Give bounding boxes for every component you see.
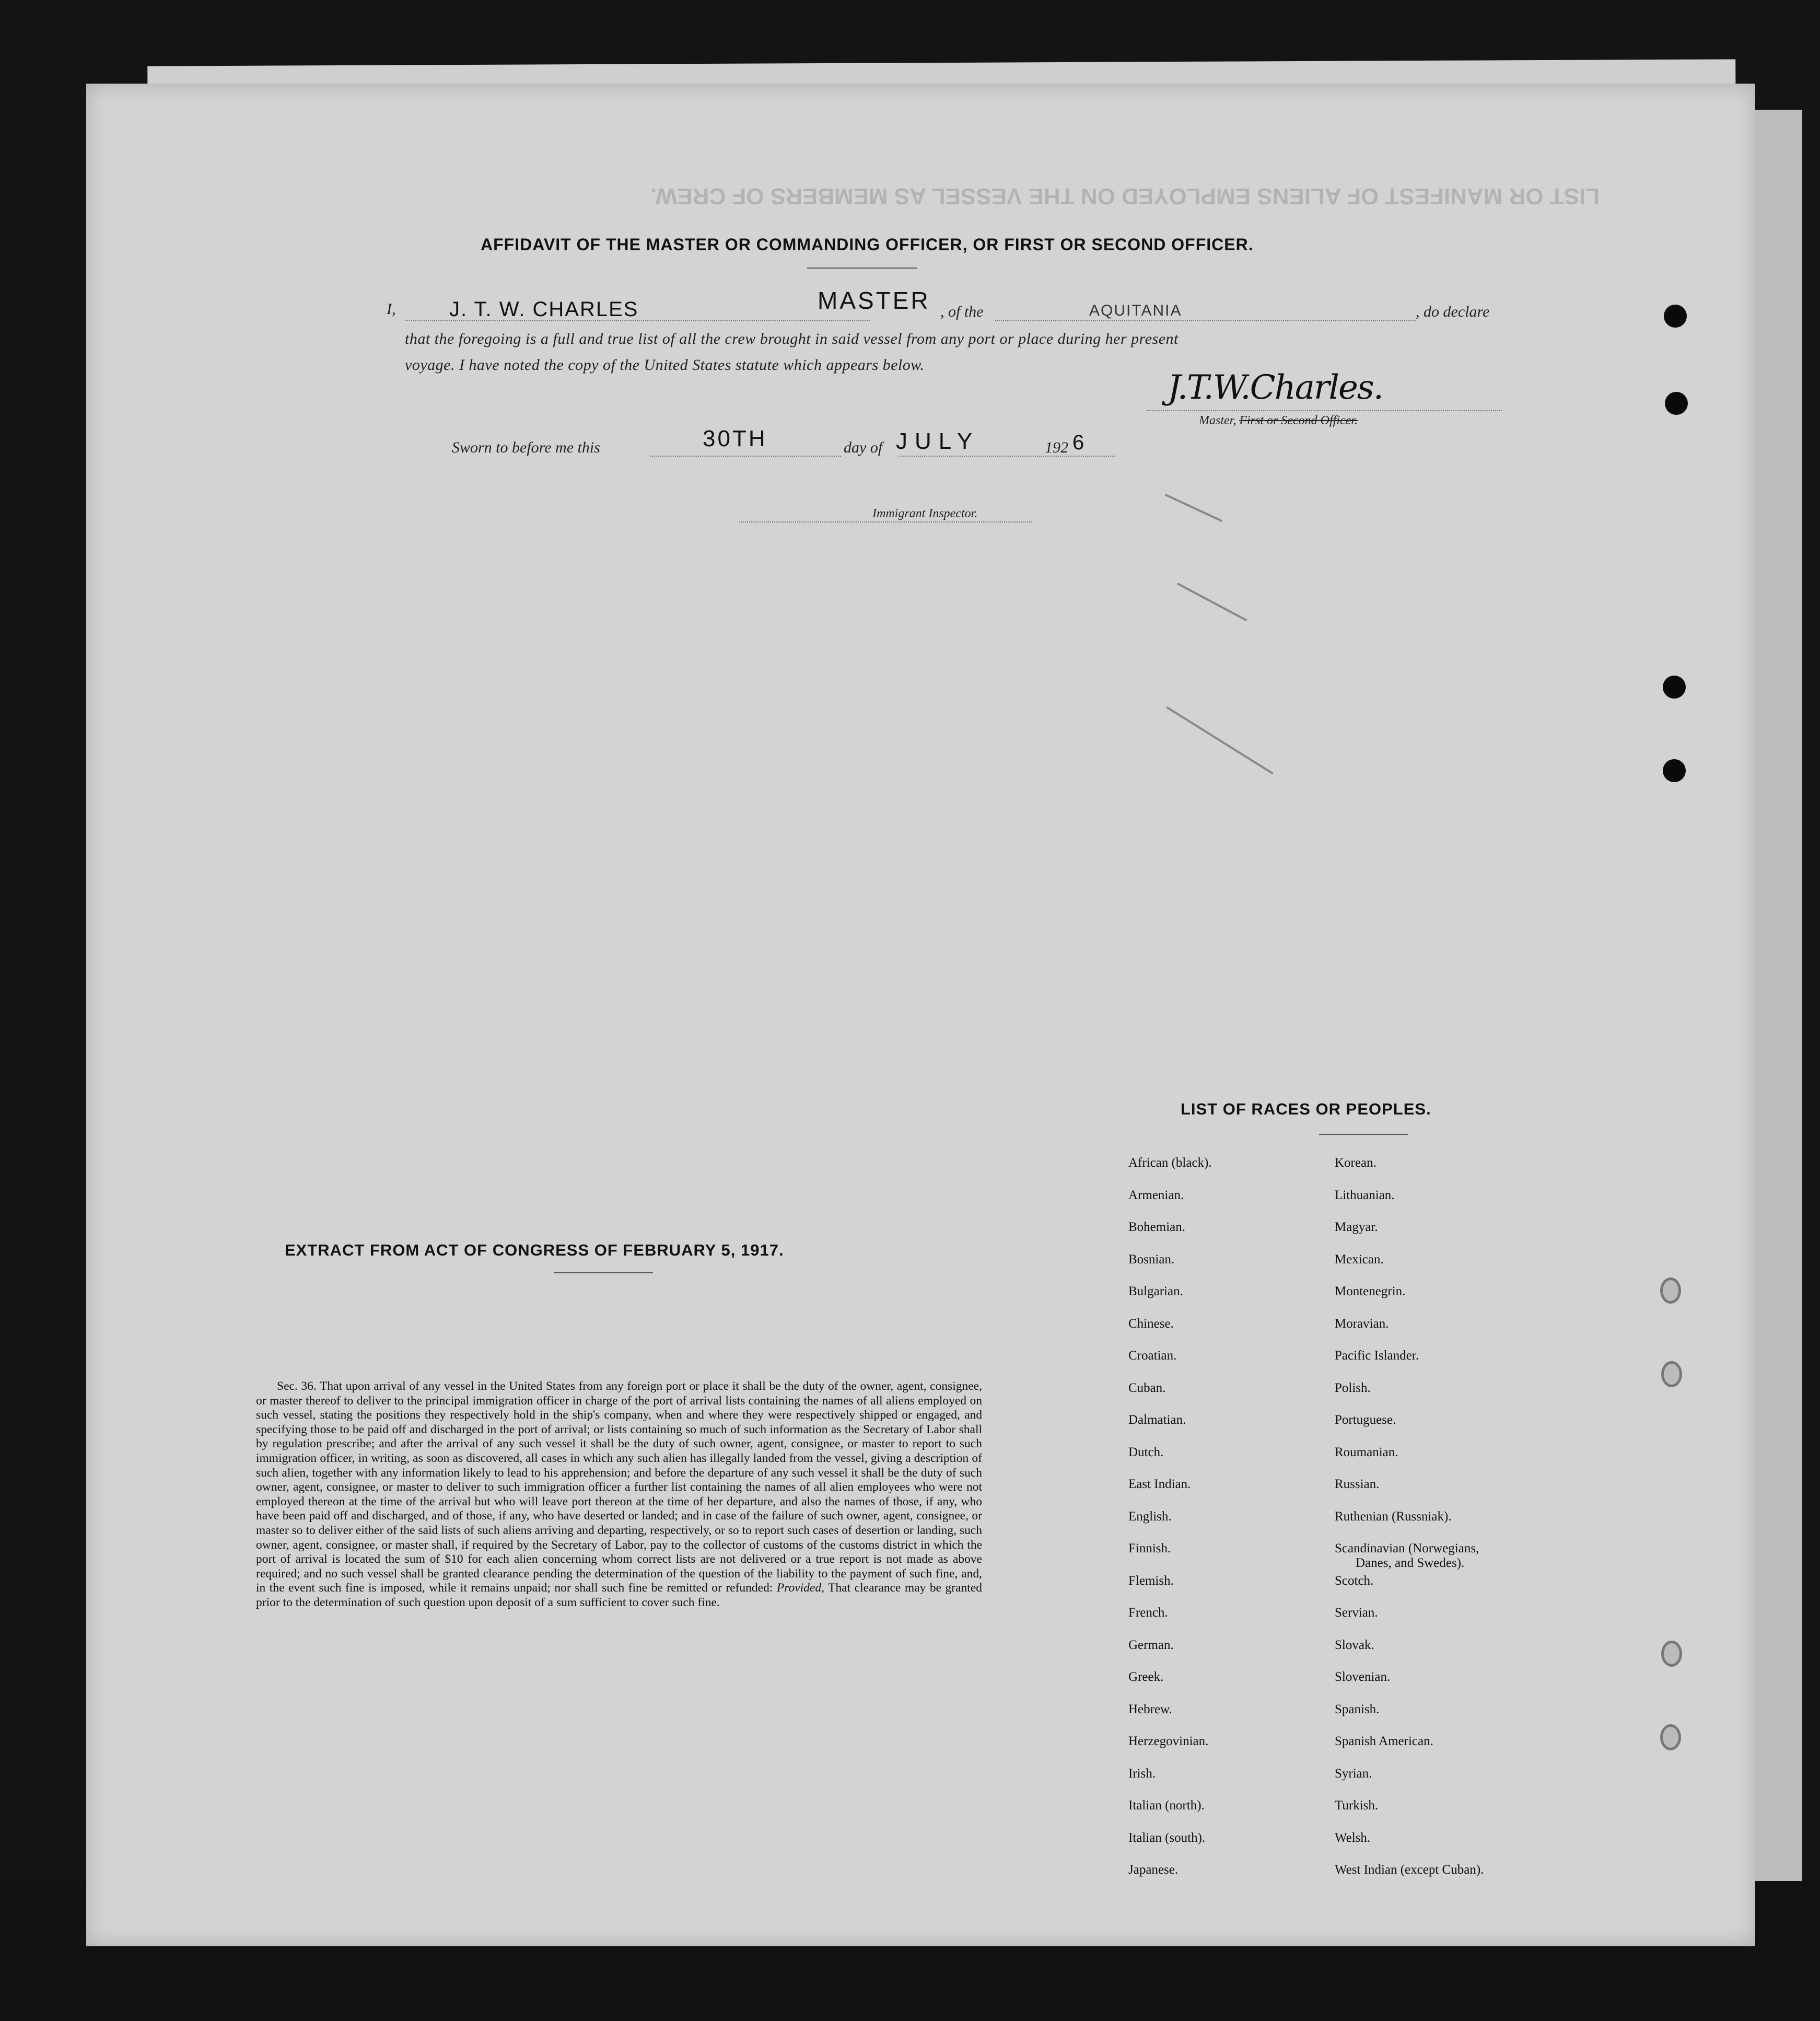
sworn-month: JULY [896,428,980,454]
do-declare-label: , do declare [1416,303,1490,320]
race-item: Scandinavian (Norwegians, [1335,1541,1479,1555]
affidavit-heading: AFFIDAVIT OF THE MASTER OR COMMANDING OFFICER, OR FIRST OR SECOND OFFICER. [481,235,1254,254]
race-item: Italian (south). [1128,1830,1206,1845]
race-item: Slovenian. [1335,1670,1391,1684]
sworn-day-line [650,456,841,457]
affidavit-intro: I, [387,300,396,318]
race-item-continuation: Danes, and Swedes). [1356,1556,1465,1570]
punch-hole-reinforced [1661,1361,1682,1387]
race-item: Spanish American. [1335,1734,1433,1748]
race-item: Ruthenian (Russniak). [1335,1509,1452,1524]
punch-hole [1663,676,1686,699]
signature-line [1147,410,1502,411]
statute-heading: EXTRACT FROM ACT OF CONGRESS OF FEBRUARY 5, 1917. [285,1241,784,1259]
race-item: Finnish. [1128,1541,1171,1555]
race-item: Montenegrin. [1335,1284,1406,1298]
pencil-mark [1165,494,1222,522]
affidavit-line-2: that the foregoing is a full and true list of all the crew brought in said vessel from any port or place during her present [405,330,1179,347]
race-item: Mexican. [1335,1252,1384,1267]
day-of-label: day of [844,439,883,456]
race-item: Magyar. [1335,1220,1378,1234]
race-item: German. [1128,1637,1174,1652]
statute-heading-rule [554,1272,653,1273]
race-item: Croatian. [1128,1349,1177,1363]
race-item: Roumanian. [1335,1445,1398,1459]
statute-text-a: Sec. 36. That upon arrival of any vessel in the United States from any foreign port or place it shall be the duty of the owner, agent, consignee, or master thereof to deliver to the principal immigration officer in charge of the port of arrival lists containing the names of all aliens employed on such vessel, stating the positions they respectively hold in the ship's company, when and where they were respectively shipped or engaged, and specifying those to be paid off and discharged in the port of arrival; or lists containing so much of such information as the Secretary of Labor shall by regulation prescribe; and after the arrival of any such vessel it shall be the duty of such owner, agent, consignee, or master to report to such immigration officer, in writing, as soon as discovered, all cases in which any such alien has illegally landed from the vessel, giving a description of such alien, together with any information likely to lead to his apprehension; and before the departure of any such vessel it shall be the duty of such owner, agent, consignee, or master to deliver to such immigration officer a further list containing the names of all alien employees who were not employed thereon at the time of the arrival but who will leave port thereon at the time of her departure, and also the names of those, if any, who have been paid off and discharged, and of those, if any, who have deserted or landed; and in case of the failure of such owner, agent, consignee, or master so to deliver either of the said lists of such aliens arriving and departing, respectively, or so to report such cases of desertion or landing, such owner, agent, consignee, or master shall, if required by the Secretary of Labor, pay to the collector of customs of the customs district in which the port of arrival is located the sum of $10 for each alien concerning whom correct lists are not delivered or a true report is not made as above required; and no such vessel shall be granted clearance pending the determination of the question of the liability to the payment of such fine, and, in the event such fine is imposed, while it remains unpaid; nor shall such fine be remitted or refunded: [256,1379,982,1595]
race-item: Scotch. [1335,1573,1374,1588]
race-item: East Indian. [1128,1477,1191,1491]
race-item: Greek. [1128,1670,1164,1684]
caption-struck: First or Second Officer. [1239,414,1358,427]
inspector-line [739,521,1032,522]
year-suffix: 6 [1072,431,1087,454]
signature-caption [1199,414,1358,428]
punch-hole-reinforced [1660,1724,1681,1750]
race-item: Dalmatian. [1128,1413,1186,1427]
punch-hole-reinforced [1661,1641,1682,1667]
statute-text-b: That clearance may be granted prior to the determination of such question upon deposit of a sum sufficient to cover such fine. [256,1581,983,1609]
statute-text [256,1379,982,1610]
race-item: Polish. [1335,1380,1371,1395]
race-item: Japanese. [1128,1863,1179,1877]
race-item: West Indian (except Cuban). [1335,1863,1484,1877]
races-left-column [1128,1156,1212,1895]
race-item: Bosnian. [1128,1252,1175,1267]
race-item: English. [1128,1509,1172,1524]
affidavit-line-3: voyage. I have noted the copy of the United States statute which appears below. [405,356,925,374]
pencil-mark [1166,706,1274,775]
race-item: Spanish. [1335,1702,1380,1716]
race-item: Herzegovinian. [1128,1734,1209,1748]
race-item: Russian. [1335,1477,1380,1491]
race-item: Italian (north). [1128,1798,1205,1813]
race-item: Portuguese. [1335,1413,1396,1427]
sworn-day: 30TH [703,426,767,451]
race-item: French. [1128,1606,1168,1620]
races-heading: LIST OF RACES OR PEOPLES. [1181,1100,1431,1118]
affidavit-heading-rule [807,268,917,269]
pencil-mark [1177,583,1247,621]
race-item: Moravian. [1335,1316,1389,1331]
race-item: Bulgarian. [1128,1284,1183,1298]
officer-name: J. T. W. CHARLES [449,298,639,321]
punch-hole [1663,759,1686,782]
race-item: Syrian. [1335,1766,1372,1781]
race-item: Korean. [1335,1156,1376,1170]
master-signature: J.T.W.Charles. [1168,368,1383,407]
race-item: Armenian. [1128,1188,1184,1202]
race-item: Bohemian. [1128,1220,1186,1234]
punch-hole [1664,305,1687,328]
punch-hole-reinforced [1660,1277,1681,1304]
year-prefix: 192 [1045,439,1068,456]
inspector-label: Immigrant Inspector. [872,507,978,520]
officer-rank: MASTER [818,287,930,314]
of-the-label: , of the [940,303,984,320]
race-item: Hebrew. [1128,1702,1172,1716]
race-item: Dutch. [1128,1445,1164,1459]
race-item: Irish. [1128,1766,1156,1781]
statute-provided: Provided, [776,1581,825,1595]
vessel-name: AQUITANIA [1089,302,1182,319]
caption-master: Master, [1199,414,1236,427]
races-right-column [1335,1156,1484,1895]
sworn-month-line [899,456,1115,457]
race-item: Slovak. [1335,1637,1374,1652]
race-item: Pacific Islander. [1335,1349,1419,1363]
race-item: Chinese. [1128,1316,1174,1331]
race-item: Cuban. [1128,1380,1166,1395]
race-item: Flemish. [1128,1573,1174,1588]
race-item: Turkish. [1335,1798,1379,1813]
race-item: Servian. [1335,1606,1378,1620]
punch-hole [1665,392,1688,415]
race-item-wrapper [1335,1541,1484,1574]
bleed-through-heading: LIST OR MANIFEST OF ALIENS EMPLOYED ON THE VESSEL AS MEMBERS OF CREW. [650,183,1600,209]
manifest-page [86,84,1755,1946]
race-item: African (black). [1128,1156,1212,1170]
vessel-line [995,320,1416,321]
race-item: Welsh. [1335,1830,1371,1845]
races-heading-rule [1319,1134,1408,1135]
sworn-label: Sworn to before me this [452,439,600,456]
race-item: Lithuanian. [1335,1188,1395,1202]
